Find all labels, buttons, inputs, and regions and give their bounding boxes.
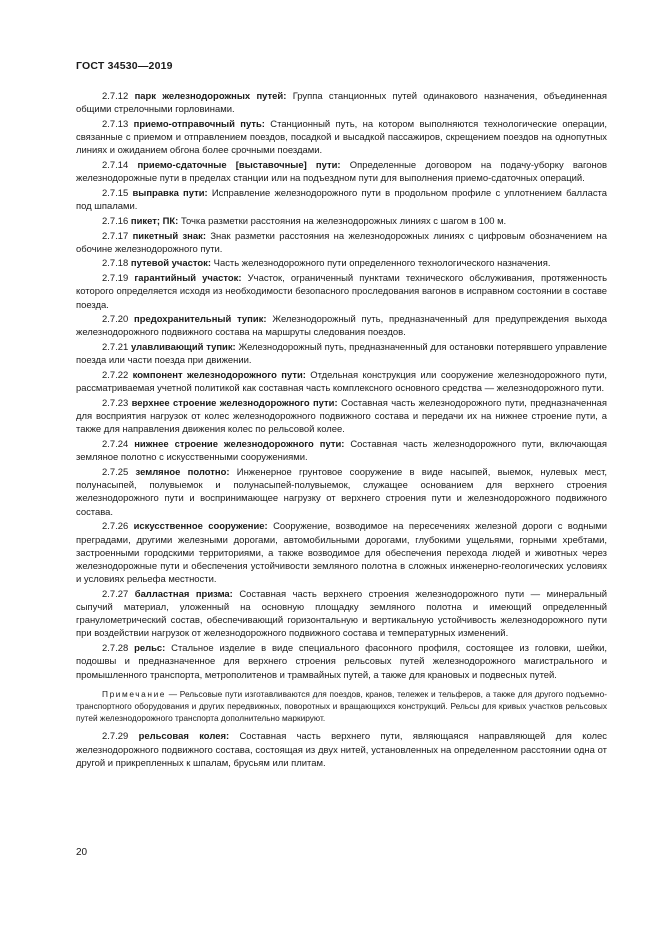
- entry-definition: Сооружение, возводимое на пересечениях железной дороги с водными преградами, другими железными дорогами, автомобильными дорогами, глубокими ущельями, горными хребтами, застроенными городскими территориями, а также возводимое для обеспечения перехода людей и животных через железнодорожные пути и обеспечения устойчивости земляного полотна в сложных инженерно-геологических условиях и условиях рельефа местности.: [76, 521, 608, 586]
- entry-term: рельс:: [134, 643, 166, 655]
- entry-definition: Определенные договором на подачу-уборку вагонов железнодорожные пути в пределах станции или на подъездном пути для выполнения приемо-сдаточных операций.: [76, 160, 607, 185]
- entry-definition: Группа станционных путей одинакового назначения, объединенная общими стрелочными горловинами.: [76, 91, 608, 116]
- entry-number: 2.7.18: [102, 258, 129, 270]
- entry-term: искусственное сооружение:: [133, 521, 268, 533]
- definition-entry: [76, 272, 607, 312]
- entry-number: 2.7.22: [102, 370, 129, 382]
- entry-number: 2.7.21: [102, 342, 129, 354]
- definition-entry: [76, 369, 607, 395]
- entry-definition: Исправление железнодорожного пути в продольном профиле с уплотнением балласта под шпалами.: [76, 187, 608, 213]
- entry-definition: Точка разметки расстояния на железнодорожных линиях с шагом в 100 м.: [180, 215, 507, 227]
- definition-entry: [76, 159, 607, 185]
- entry-term: земляное полотно:: [135, 466, 230, 478]
- entry-definition: Составная часть верхнего строения железнодорожного пути — минеральный сыпучий материал, уложенный на основную площадку земляного полотна и имеющий определенный гранулометрический состав, обеспечивающий горизонтальную и вертикальную устойчивость железнодорожного пути при воздействии нагрузок от железнодорожного подвижного состава и температурных изменений.: [76, 588, 607, 640]
- definition-entry: [76, 90, 607, 116]
- entry-definition: Железнодорожный путь, предназначенный для предупреждения выхода железнодорожного подвижного состава на маршруты следования поездов.: [76, 314, 607, 339]
- definition-entry: [76, 642, 607, 682]
- entry-definition: Отдельная конструкция или сооружение железнодорожного пути, рассматриваемая учетной политикой как составная часть комплексного основного средства — железнодорожного пути.: [76, 370, 608, 395]
- note-paragraph: [76, 688, 607, 725]
- entry-definition: Станционный путь, на котором выполняются технологические операции, связанные с приемом и отправлением поездов, посадкой и высадкой пассажиров, скрещением поездов на однопутных линиях и ожиданием обгона более срочными поездами.: [76, 118, 607, 157]
- definition-entry: [76, 588, 607, 641]
- entry-number: 2.7.15: [102, 187, 129, 199]
- document-body: [76, 90, 607, 771]
- entry-term: компонент железнодорожного пути:: [132, 370, 306, 382]
- entry-number: 2.7.12: [102, 91, 129, 102]
- entry-definition: Составная часть железнодорожного пути, предназначенная для восприятия нагрузок от колес железнодорожного подвижного состава и передачи их на нижнее строение пути, а также для направления движения колес по рельсовой колее.: [76, 397, 608, 436]
- entry-number: 2.7.29: [102, 731, 129, 743]
- entry-term: пикет; ПК:: [130, 215, 179, 227]
- note-text: — Рельсовые пути изготавливаются для поездов, кранов, тележек и тельферов, а также для другого подъемно-транспортного оборудования и других передвижных, поворотных и вращающихся конструкций. Рельсы для кривых участков рельсовых путей железнодорожного транспорта дополнительно маркируют.: [76, 688, 607, 724]
- entry-definition: Участок, ограниченный пунктами технического обслуживания, протяженность которого определяется исходя из необходимости безопасного проследования вагонов в исправном состоянии в составе поезда.: [76, 273, 608, 311]
- definition-entry: [76, 257, 607, 270]
- entry-definition: Инженерное грунтовое сооружение в виде насыпей, выемок, нулевых мест, полунасыпей, полувыемок и полунасыпей-полувыемок, служащее основанием для верхнего строения железнодорожного пути и воспринимающее нагрузку от верхнего строения пути и железнодорожного подвижного состава.: [76, 466, 607, 518]
- entry-term: пикетный знак:: [132, 230, 206, 242]
- entry-number: 2.7.19: [102, 273, 129, 285]
- definition-entry: [76, 215, 607, 228]
- entry-number: 2.7.17: [102, 230, 129, 242]
- entry-term: гарантийный участок:: [134, 273, 242, 285]
- entry-term: выправка пути:: [132, 187, 208, 199]
- entry-number: 2.7.26: [102, 521, 129, 533]
- entry-term: верхнее строение железнодорожного пути:: [131, 397, 338, 409]
- definition-entry: [76, 313, 607, 339]
- note-label: Примечание: [102, 688, 167, 699]
- entry-number: 2.7.14: [102, 160, 129, 172]
- entry-number: 2.7.13: [102, 118, 129, 130]
- entry-definition: Стальное изделие в виде специального фасонного профиля, состоящее из головки, шейки, подошвы и предназначенное для верхнего строения рельсовых путей железнодорожного магистрального и промышленного транспорта, метрополитенов и трамвайных путей, а также для крановых и подвесных путей.: [76, 643, 607, 681]
- entry-number: 2.7.23: [102, 397, 129, 409]
- entry-number: 2.7.28: [102, 643, 129, 655]
- definition-entry: [76, 230, 607, 256]
- entry-number: 2.7.16: [102, 215, 129, 227]
- entry-definition: Часть железнодорожного пути определенного технологического назначения.: [213, 258, 551, 270]
- definition-entry: [76, 341, 607, 367]
- entry-term: предохранительный тупик:: [134, 314, 267, 326]
- entry-term: рельсовая колея:: [138, 731, 230, 743]
- entry-definition: Составная часть верхнего пути, являющаяся направляющей для колес железнодорожного подвижного состава, состоящая из двух нитей, установленных на определенном расстоянии одна от другой и прикрепленных к шпалам, брусьям или плитам.: [76, 731, 608, 769]
- entry-term: путевой участок:: [130, 258, 212, 270]
- definitions-list: [76, 90, 607, 682]
- entry-term: приемо-сдаточные [выставочные] пути:: [137, 160, 341, 172]
- document-header: ГОСТ 34530—2019: [76, 60, 173, 72]
- definition-entry: [76, 118, 607, 158]
- definition-entry: [76, 520, 607, 586]
- definition-entry: [76, 438, 607, 464]
- entry-definition: Железнодорожный путь, предназначенный для остановки потерявшего управление поезда или части поезда при движении.: [76, 342, 608, 367]
- entry-number: 2.7.24: [102, 439, 129, 451]
- entry-term: парк железнодорожных путей:: [134, 91, 287, 102]
- definition-entry: [76, 397, 607, 437]
- definitions-list-continued: [76, 730, 607, 770]
- definition-entry: [76, 187, 607, 213]
- page-number: 20: [76, 847, 88, 858]
- entry-term: улавливающий тупик:: [131, 342, 236, 354]
- definition-entry: [76, 466, 607, 519]
- definition-entry: [76, 730, 607, 770]
- entry-definition: Знак разметки расстояния на железнодорожных линиях с цифровым обозначением на обочине железнодорожного пути.: [76, 230, 608, 255]
- entry-number: 2.7.27: [102, 588, 129, 600]
- entry-term: приемо-отправочный путь:: [133, 118, 265, 130]
- entry-term: нижнее строение железнодорожного пути:: [134, 439, 345, 451]
- entry-definition: Составная часть железнодорожного пути, включающая земляное полотно с искусственными сооружениями.: [76, 439, 607, 464]
- entry-number: 2.7.25: [102, 466, 129, 478]
- entry-term: балластная призма:: [134, 588, 233, 600]
- entry-number: 2.7.20: [102, 314, 129, 326]
